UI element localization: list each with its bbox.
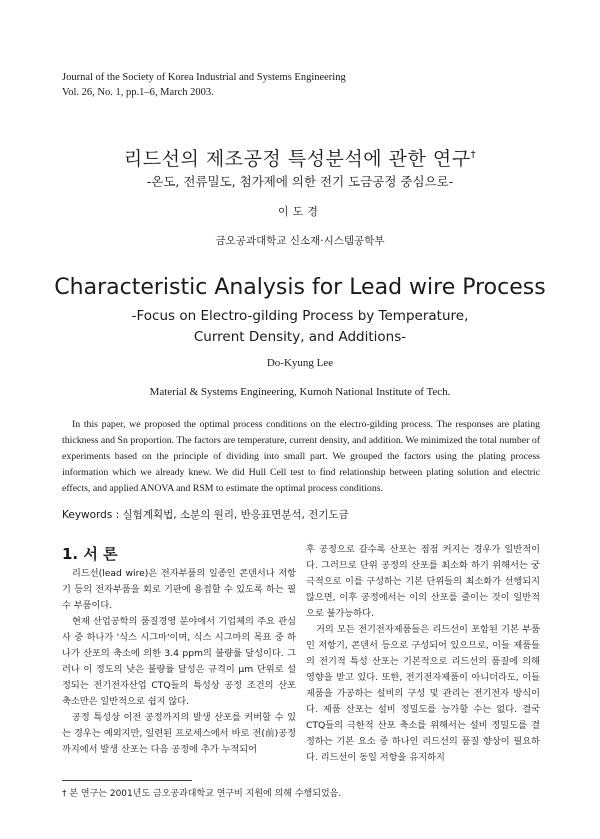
paragraph: 리드선(lead wire)은 전자부품의 일종인 콘덴서나 저항기 등의 전자부품을 회로 기판에 용접할 수 있도록 하는 필수 부품이다. [62, 568, 296, 611]
english-author: Do-Kyung Lee [266, 357, 334, 369]
journal-issue: Vol. 26, No. 1, pp.1–6, March 2003. [62, 87, 214, 98]
english-subtitle-line-1: -Focus on Electro-gilding Process by Temperature, [131, 308, 469, 324]
journal-header [62, 70, 346, 100]
section-title: 1. 서 론 [62, 545, 118, 563]
korean-affiliation: 금오공과대학교 신소재·시스템공학부 [215, 235, 385, 247]
english-subtitle-line-2: Current Density, and Additions- [193, 329, 407, 345]
korean-author: 이도경 [278, 205, 322, 218]
paragraph: 거의 모든 전기전자제품들은 리드선이 포함된 기본 부품인 저항기, 콘덴서 등으로 구성되어 있으므로, 이들 제품들의 전기적 특성 산포는 기본적으로 리드선의 품질에 의해 영향을 받고 있다. 또한, 전기전자제품이 아니더라도, 이들 제품을 가공하는 설비의 구성 및 관리는 전기전자 방식이다. 제품 산포는 설비 정밀도를 능가할 수는 없다. 결국 CTQ들의 극한적 산포 축소를 위해서는 설비 정밀도를 결정하는 기본 요소 중 하나인 리드선의 품질 향상이 필요하다. 리드선이 동일 저항을 유지하지 [306, 624, 540, 763]
title-footnote-mark: † [470, 149, 477, 161]
footnote-divider [62, 780, 192, 781]
paragraph: 공정 특성상 이전 공정까지의 발생 산포를 커버할 수 있는 경우는 예외지만, 일련된 프로세스에서 바로 전(前)공정까지에서 발생 산포는 다음 공정에 추가 누적되어 [62, 712, 296, 755]
paragraph: 후 공정으로 갈수록 산포는 점점 커지는 경우가 일반적이다. 그러므로 단위 공정의 산포를 최소화 하기 위해서는 궁극적으로 이를 구성하는 기본 단위들의 최소화가 선행되지 않으면, 이후 공정에서는 이의 산포를 줄이는 것이 일반적으로 불가능하다. [306, 544, 540, 619]
footnote: † 본 연구는 2001년도 금오공과대학교 연구비 지원에 의해 수행되었음. [62, 789, 342, 799]
korean-subtitle: -온도, 전류밀도, 첨가제에 의한 전기 도금공정 중심으로- [146, 174, 454, 189]
english-affiliation: Material & Systems Engineering, Kumoh National Institute of Tech. [149, 386, 451, 398]
journal-name: Journal of the Society of Korea Industrial and Systems Engineering [62, 72, 346, 83]
korean-title-text: 리드선의 제조공정 특성분석에 관한 연구 [123, 148, 471, 170]
paragraph: 현재 산업공학의 품질경영 분야에서 기업체의 주요 관심사 중 하나가 '식스 시그마'이며, 식스 시그마의 목표 중 하나가 산포의 축소에 의한 3.4 ppm의 불량률 달성이다. 그러나 이 정도의 낮은 불량률 달성은 규격이 μm 단위로 설정되는 전기전자산업 CTQ들의 특성상 공정 조건의 산포 축소만은 일반적으로 쉽지 않다. [62, 616, 296, 707]
body-column-left [62, 566, 296, 758]
english-subtitle [0, 306, 600, 348]
abstract: In this paper, we proposed the optimal process conditions on the electro-gilding process. The responses are plating thickness and Sn proportion. The factors are temperature, current density, and addition. We minimized the total number of experiments based on the principle of dividing into small part. We grouped the factors using the plating process information which we already knew. We did Hull Cell test to find relationship between plating solution and electric effects, and applied ANOVA and RSM to estimate the optimal process conditions. [62, 419, 540, 494]
korean-title [0, 144, 600, 171]
body-column-right [306, 542, 540, 766]
keywords: Keywords : 실험계획법, 소분의 원리, 반응표면분석, 전기도금 [62, 509, 349, 521]
english-title: Characteristic Analysis for Lead wire Process [54, 275, 546, 300]
